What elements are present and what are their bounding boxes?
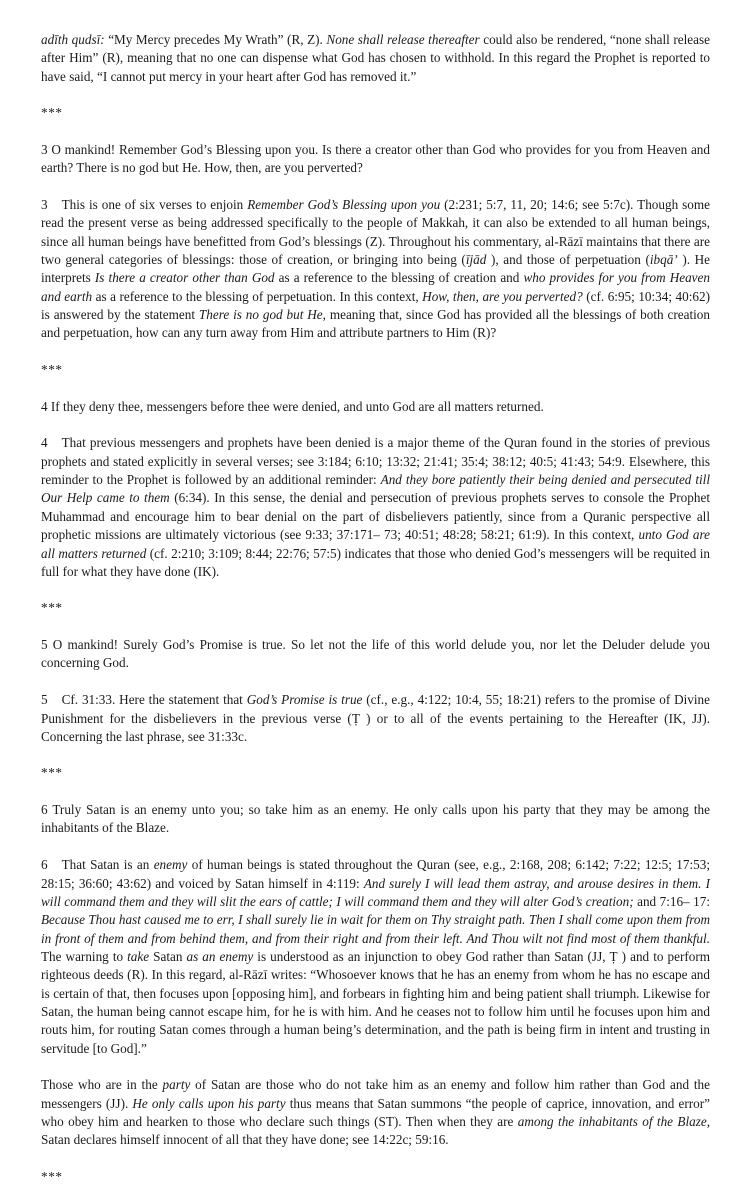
verse-paragraph [41, 398, 710, 416]
text-run: The warning to [41, 948, 128, 964]
section-separator: *** [41, 105, 63, 121]
quoted-phrase: ījād [465, 252, 487, 268]
quoted-phrase: unto God are all matters returned [41, 527, 711, 561]
lead-space [48, 856, 62, 874]
verse-paragraph [41, 801, 710, 838]
lead-space [48, 691, 62, 709]
commentary-paragraph [41, 691, 710, 746]
text-run: Cf. 31:33. Here the statement that [61, 692, 247, 708]
text-run: (cf. 2:210; 3:109; 8:44; 22:76; 57:5) indicates that those who denied God’s messengers will be requited in full for what they have done (IK). [41, 545, 710, 579]
verse-paragraph [41, 141, 710, 178]
text-run: 3 O mankind! Remember God’s Blessing upon you. Is there a creator other than God who provides for you from Heaven and earth? There is no god but He. How, then, are you perverted? [41, 141, 710, 176]
section-separator: *** [41, 600, 63, 616]
commentary-paragraph [41, 856, 710, 1058]
quoted-phrase: take [127, 948, 150, 964]
quoted-phrase: among the inhabitants of the Blaze, [517, 1114, 710, 1130]
commentary-paragraph [41, 1076, 710, 1149]
lead-space [48, 434, 62, 452]
text-run: as a reference to the blessing of creation and [274, 270, 524, 286]
text-run: (6:34). In this sense, the denial and persecution of previous prophets serves to console the Prophet Muhammad and encourage him to bear denial on the part of disbelievers patiently, since from a Quranic perspective all prophetic missions are ultimately victorious (see 9:33; 37:171– 73; 40:51; 48:28; 58:21; 61:9). In this context, [41, 490, 710, 543]
quoted-phrase: How, then, are you perverted? [422, 288, 583, 304]
commentary-paragraph [41, 196, 710, 343]
text-run: ). He interprets [41, 252, 710, 286]
quoted-phrase: God’s Promise is true [246, 692, 363, 708]
text-run: , meaning that, since God has provided all the blessings of both creation and perpetuation, how can any turn away from Him and attribute partners to Him (R)? [41, 307, 710, 341]
text-run: (cf. 6:95; 10:34; 40:62) is answered by the statement [41, 288, 710, 323]
text-run: as a reference to the blessing of perpetuation. In this context, [92, 288, 423, 304]
quoted-phrase: Because Thou hast caused me to err, I shall surely lie in wait for them on Thy straight path. Then I shall come upon them from in front of them and from behind them, and from their right and from their left. And Thou wilt not find most of them thankful. [41, 912, 710, 946]
section-separator: *** [41, 1168, 63, 1184]
text-run: 4 If they deny thee, messengers before thee were denied, and unto God are all matters returned. [41, 398, 544, 414]
text-run: thus means that Satan summons “the people of caprice, innovation, and error” who obey him and hearken to those who declare such things (ST). Then when they are [41, 1095, 710, 1130]
section-separator: *** [41, 361, 63, 377]
commentary-paragraph [41, 31, 710, 86]
text-run: Satan [149, 948, 187, 964]
quoted-phrase: ibqāʼ [649, 252, 678, 268]
text-run: ), and those of perpetuation ( [486, 252, 650, 268]
text-run: of human beings is stated throughout the Quran (see, e.g., 2:168, 208; 6:142; 7:22; 12:5; 17:53; 28:15; 36:60; 43:62) and voiced by Satan himself in 4:119: [41, 857, 710, 891]
section-separator: *** [41, 765, 63, 781]
text-run: 6 [41, 857, 48, 873]
text-run: 6 Truly Satan is an enemy unto you; so take him as an enemy. He only calls upon his party that they may be among the inhabitants of the Blaze. [41, 802, 710, 836]
text-run: (2:231; 5:7, 11, 20; 14:6; see 5:7c). Though some read the present verse as being addressed specifically to the people of Makkah, it can also be extended to all human beings, since all human beings have benefitted from God’s blessings (Z). Throughout his commentary, al-Rāzī maintains that there are two general categories of blessings: those of creation, or bringing into being ( [41, 197, 710, 268]
quoted-phrase: Is there a creator other than God [94, 270, 275, 286]
quoted-phrase: who provides for you from Heaven and earth [41, 270, 710, 304]
text-run: “My Mercy precedes My Wrath” (R, Z). [104, 32, 327, 47]
text-run: is understood as an injunction to obey God rather than Satan (JJ, Ṭ ) and to perform righteous deeds (R). In this regard, al-Rāzī writes: “Whosoever knows that he has an enemy from whom he has no escape and is certain of that, then focuses upon [opposing him], and forbears in fighting him and being patient shall triumph. Likewise for Satan, the human being cannot escape him, for he is with him. And he ceases not to follow him until he focuses upon him and routs him, for routing Satan comes through a human being’s determination, and the path is being firm in intent and trusting in servitude [to God].” [41, 948, 710, 1056]
text-run: 5 [41, 692, 48, 708]
text-run: This is one of six verses to enjoin [61, 197, 248, 213]
page-text-column [41, 31, 710, 1186]
quoted-phrase: He only calls upon his party [132, 1095, 286, 1111]
text-run: That Satan is an [61, 857, 154, 873]
text-run: That previous messengers and prophets have been denied is a major theme of the Quran found in the stories of previous prophets and stated explicitly in several verses; see 3:184; 6:10; 13:32; 21:41; 35:4; 38:12; 40:5; 41:43; 54:9. Elsewhere, this reminder to the Prophet is followed by an additional reminder: [41, 435, 710, 488]
text-run: (cf., e.g., 4:122; 10:4, 55; 18:21) refers to the promise of Divine Punishment for the disbelievers in the previous verse (Ṭ ) or to all of the events pertaining to the Hereafter (IK, JJ). Concerning the last phrase, see 31:33c. [41, 692, 710, 744]
text-run: of Satan are those who do not take him as an enemy and follow him rather than God and the messengers (JJ). [41, 1077, 711, 1111]
text-run: could also be rendered, “none shall release after Him” (R), meaning that no one can dispense what God has chosen to withhold. In this regard the Prophet is reported to have said, “I cannot put mercy in your heart after God has removed it.” [41, 32, 710, 84]
verse-paragraph [41, 636, 710, 673]
text-run: and 7:16– 17: [633, 893, 710, 909]
lead-space [48, 196, 62, 214]
quoted-phrase: enemy [153, 857, 188, 873]
quoted-phrase: party [162, 1077, 191, 1093]
quoted-phrase: as an enemy [186, 948, 254, 964]
quoted-phrase: There is no god but He [198, 307, 323, 323]
text-run: 5 O mankind! Surely God’s Promise is true. So let not the life of this world delude you, nor let the Deluder delude you concerning God. [41, 637, 710, 671]
quoted-phrase: adīth qudsī: [41, 32, 105, 47]
quoted-phrase: None shall release thereafter [326, 32, 480, 47]
text-run: Those who are in the [41, 1077, 163, 1093]
quoted-phrase: And surely I will lead them astray, and arouse desires in them. I will command them and they will slit the ears of cattle; I will command them and they will alter God’s creation; [41, 875, 710, 909]
text-run: 4 [41, 435, 48, 451]
quoted-phrase: Remember God’s Blessing upon you [247, 197, 441, 213]
text-run: Satan declares himself innocent of all that they have done; see 14:22c; 59:16. [41, 1132, 449, 1148]
commentary-paragraph [41, 434, 710, 581]
quoted-phrase: And they bore patiently their being denied and persecuted till Our Help came to them [41, 472, 710, 506]
text-run: 3 [41, 197, 48, 213]
